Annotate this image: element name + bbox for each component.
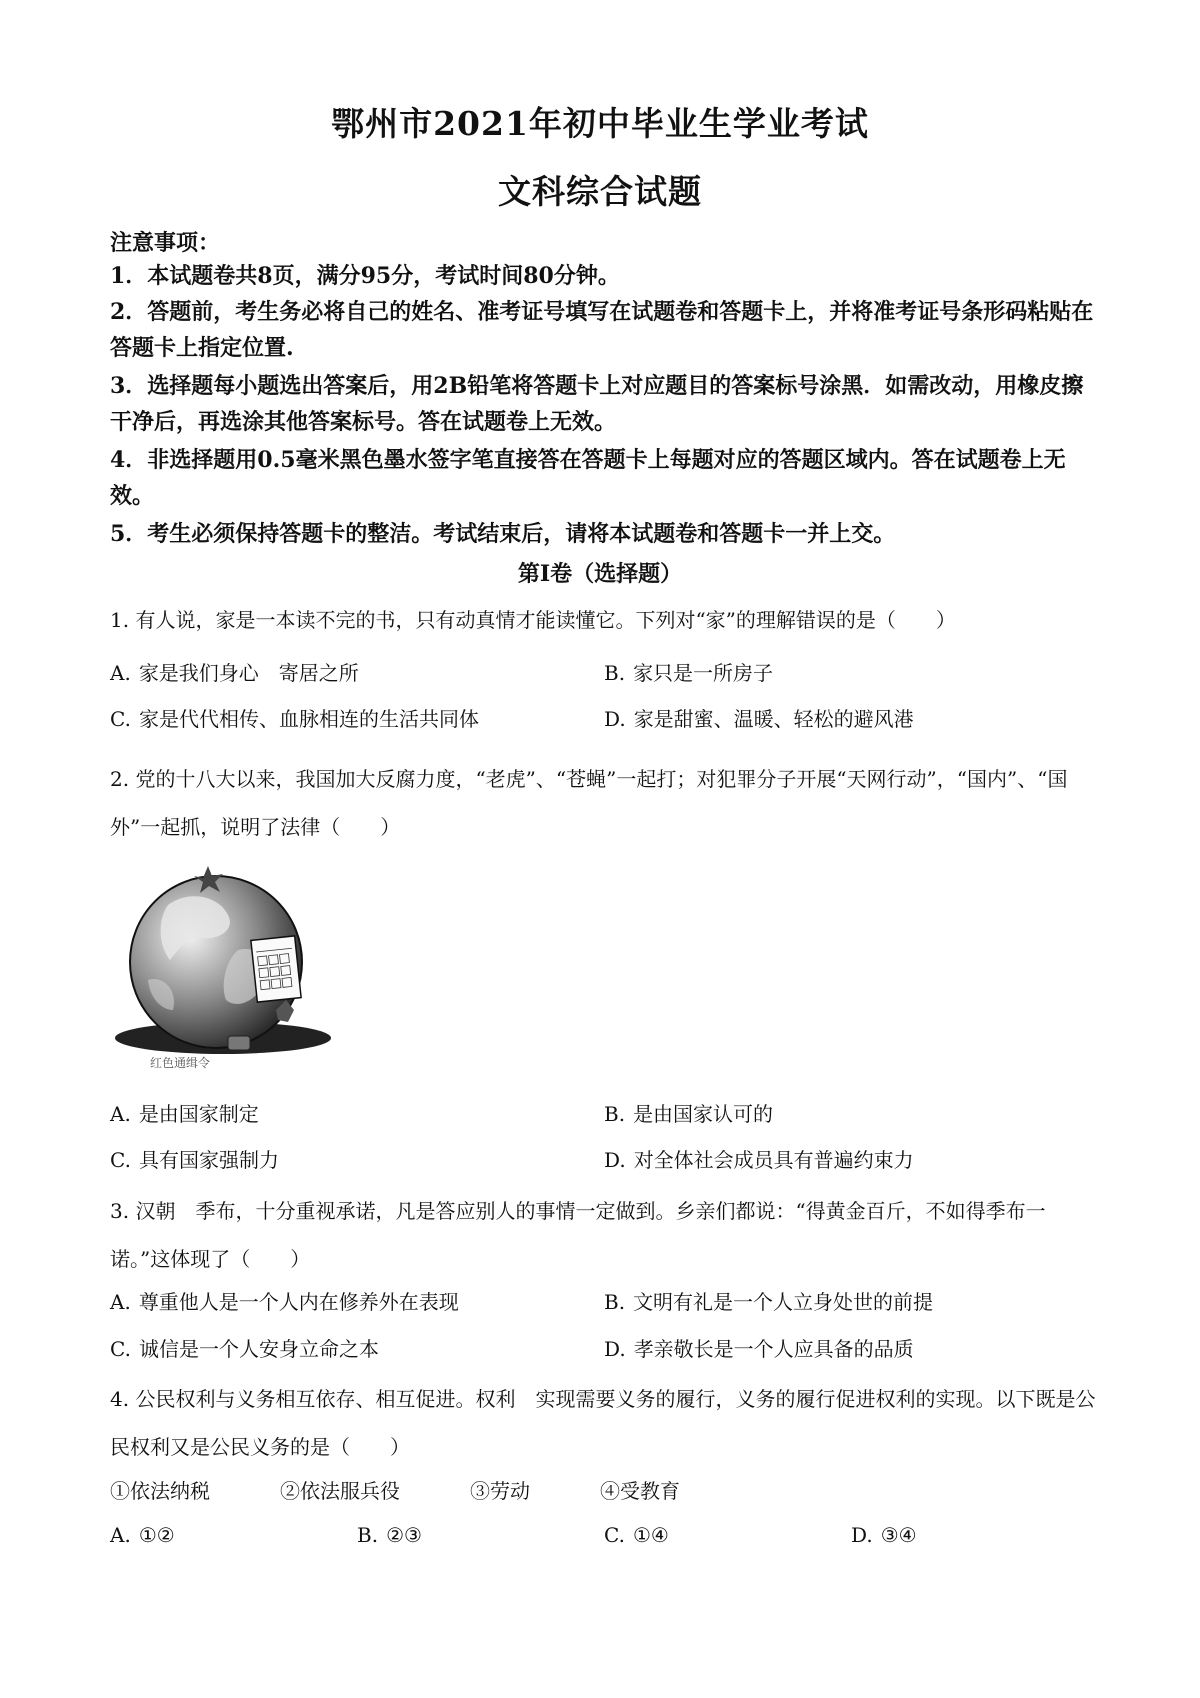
option-label: C. [110,707,131,731]
option-label: A. [110,1102,131,1126]
question-2-option-a [110,1098,259,1127]
option-label: C. [110,1337,131,1361]
question-3-option-d [604,1333,914,1362]
option-text: 诚信是一个人安身立命之本 [138,1337,379,1361]
notice-item: 1．本试题卷共8页，满分95分，考试时间80分钟。 [110,263,620,289]
question-1-stem: 1. 有人说，家是一本读不完的书，只有动真情才能读懂它。下列对“家”的理解错误的是（ ） [110,608,956,632]
notice-item: 3．选择题每小题选出答案后，用2B铅笔将答题卡上对应题目的答案标号涂黑．如需改动，用橡皮擦干净后，再选涂其他答案标号。答在试题卷上无效。 [110,373,1084,435]
option-text: ①② [138,1523,175,1547]
option-label: D. [604,1337,626,1361]
question-3-option-c [110,1333,379,1362]
option-text: ①④ [632,1523,669,1547]
figure-caption: 红色通缉令 [150,1056,211,1070]
exam-title: 鄂州市2021年初中毕业生学业考试 [331,104,869,143]
question-2-stem: 2. 党的十八大以来，我国加大反腐力度，“老虎”、“苍蝇”一起打；对犯罪分子开展“天网行动”，“国内”、“国外”一起抓，说明了法律（ ） [110,767,1068,839]
option-text: ②③ [386,1523,422,1547]
notice-item: 5．考生必须保持答题卡的整洁。考试结束后，请将本试题卷和答题卡一并上交。 [110,521,896,547]
option-text: 是由国家制定 [138,1102,259,1126]
option-label: D. [851,1523,873,1547]
question-4-option-b [357,1523,422,1547]
question-2-option-b [604,1098,773,1127]
question-2-option-c [110,1144,279,1173]
question-2-option-d [604,1144,914,1173]
question-3-stem: 3. 汉朝 季布，十分重视承诺，凡是答应别人的事情一定做到。乡亲们都说：“得黄金百斤，不如得季布一诺。”这体现了（ ） [110,1199,1046,1271]
option-text: 具有国家强制力 [138,1148,279,1172]
option-text: 家是我们身心 寄居之所 [138,661,359,685]
option-label: B. [604,1290,626,1314]
notice-heading: 注意事项： [110,230,221,256]
option-text: 是由国家认可的 [633,1102,774,1126]
question-3-option-a [110,1286,459,1315]
question-1-option-a [110,657,359,686]
question-1-option-d [604,703,914,732]
question-4-item-2: ②依法服兵役 [280,1479,400,1503]
option-text: 家只是一所房子 [633,661,774,685]
option-text: 孝亲敬长是一个人应具备的品质 [633,1337,914,1361]
option-label: A. [110,661,131,685]
question-4-option-c [604,1523,669,1547]
section-title: 第Ⅰ卷（选择题） [517,561,683,587]
option-label: C. [110,1148,131,1172]
question-4-stem: 4. 公民权利与义务相互依存、相互促进。权利 实现需要义务的履行，义务的履行促进权利的实现。以下既是公民权利又是公民义务的是（ ） [110,1387,1096,1459]
notice-item: 4．非选择题用0.5毫米黑色墨水签字笔直接答在答题卡上每题对应的答题区域内。答在试题卷上无效。 [110,447,1066,509]
question-4-option-a [110,1523,175,1547]
option-text: ③④ [880,1523,917,1547]
option-label: A. [110,1523,131,1547]
option-label: B. [604,661,626,685]
option-label: B. [357,1523,379,1547]
option-label: D. [604,707,626,731]
question-4-option-d [851,1523,917,1547]
option-label: C. [604,1523,625,1547]
option-text: 尊重他人是一个人内在修养外在表现 [138,1290,459,1314]
option-label: D. [604,1148,626,1172]
question-4-item-3: ③劳动 [470,1479,530,1503]
question-4-item-1: ①依法纳税 [110,1479,210,1503]
question-1-option-c [110,703,479,732]
globe-wanted-notice-illustration [108,860,338,1070]
option-text: 文明有礼是一个人立身处世的前提 [633,1290,934,1314]
option-label: B. [604,1102,626,1126]
question-1-option-b [604,657,773,686]
option-text: 家是代代相传、血脉相连的生活共同体 [138,707,479,731]
option-text: 家是甜蜜、温暖、轻松的避风港 [633,707,914,731]
option-label: A. [110,1290,131,1314]
exam-subtitle: 文科综合试题 [498,172,702,211]
question-4-item-4: ④受教育 [600,1479,680,1503]
notice-item: 2．答题前，考生务必将自己的姓名、准考证号填写在试题卷和答题卡上，并将准考证号条形码粘贴在答题卡上指定位置. [110,299,1094,361]
option-text: 对全体社会成员具有普遍约束力 [633,1148,914,1172]
question-3-option-b [604,1286,933,1315]
